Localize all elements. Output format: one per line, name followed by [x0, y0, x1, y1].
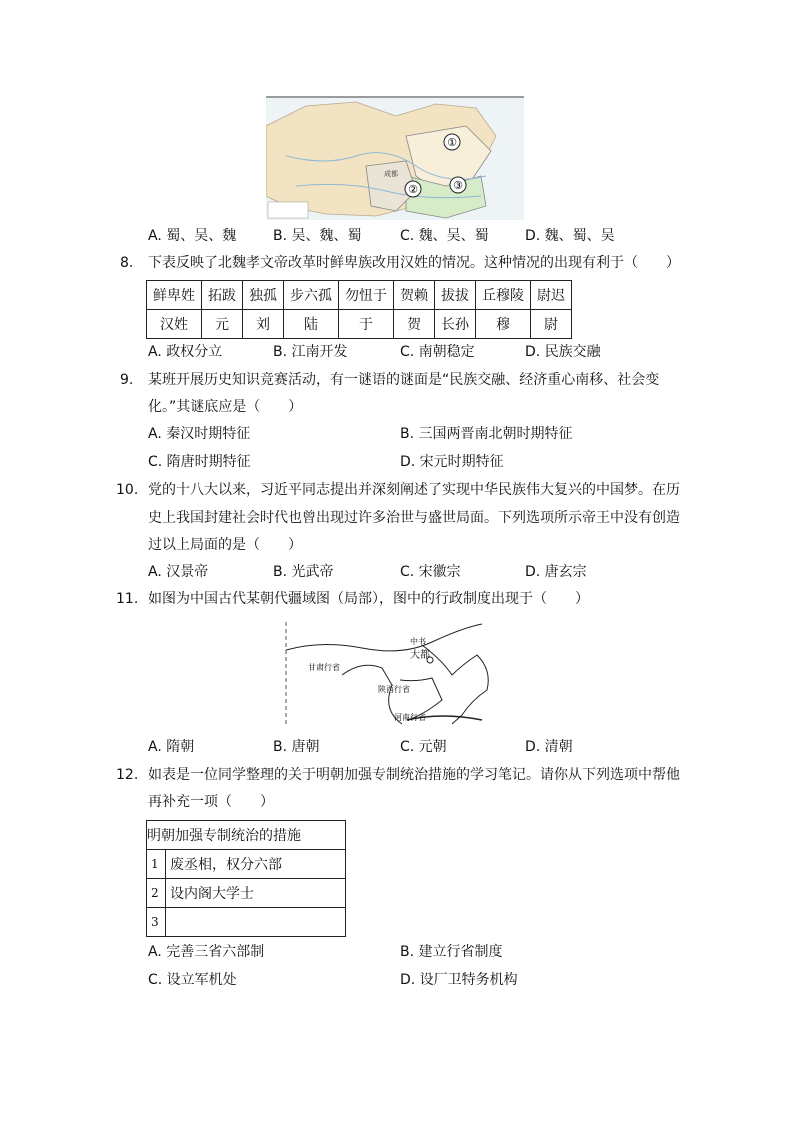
map-city-chengdu: 成都: [384, 170, 398, 178]
q9-option-c[interactable]: C. 隋唐时期特征: [148, 454, 251, 470]
q12-stem-line1: 如表是一位同学整理的关于明朝加强专制统治措施的学习笔记。请你从下列选项中帮他: [148, 767, 680, 783]
table-cell: 贺: [394, 310, 435, 339]
row-number: 3: [147, 908, 166, 937]
map-marker-3: ③: [453, 179, 463, 192]
row-text: 设内阁大学士: [166, 879, 346, 908]
q9-number: 9.: [120, 372, 134, 388]
table-cell: 刘: [243, 310, 284, 339]
q7-option-a[interactable]: A. 蜀、吴、魏: [148, 228, 237, 244]
table-cell: 尉迟: [531, 281, 572, 310]
table-cell: 贺赖: [394, 281, 435, 310]
q8-option-d[interactable]: D. 民族交融: [525, 344, 601, 360]
table-cell: 勿忸于: [339, 281, 394, 310]
q11-number: 11.: [116, 591, 139, 607]
row-text: [166, 908, 346, 937]
table-cell: 尉: [531, 310, 572, 339]
table-cell: 陆: [284, 310, 339, 339]
q7-option-b[interactable]: B. 吴、魏、蜀: [273, 228, 362, 244]
table-title: 明朝加强专制统治的措施: [147, 821, 346, 850]
table-cell: 独孤: [243, 281, 284, 310]
q12-stem-line2: 再补充一项（ ）: [148, 794, 274, 810]
surname-table: [146, 280, 572, 339]
table-cell: 长孙: [435, 310, 476, 339]
q8-number: 8.: [120, 255, 134, 271]
table-cell: 丘穆陵: [476, 281, 531, 310]
table-cell: 元: [202, 310, 243, 339]
table-cell: 拓跋: [202, 281, 243, 310]
q11-option-c[interactable]: C. 元朝: [400, 739, 447, 755]
q7-option-d[interactable]: D. 魏、蜀、吴: [525, 228, 615, 244]
table-cell: 于: [339, 310, 394, 339]
three-kingdoms-map: [266, 96, 524, 220]
q12-option-b[interactable]: B. 建立行省制度: [400, 944, 503, 960]
q10-stem-line3: 过以上局面的是（ ）: [148, 537, 302, 553]
table-cell: 鲜卑姓: [147, 281, 202, 310]
q10-number: 10.: [116, 482, 139, 498]
q9-stem-line2: 化。”其谜底应是（ ）: [148, 399, 303, 415]
yuan-dynasty-map: [282, 620, 512, 728]
map-marker-1: ①: [447, 136, 457, 149]
table-row: [147, 821, 346, 850]
row-text: 废丞相，权分六部: [166, 850, 346, 879]
table-row: [147, 908, 346, 937]
table-cell: 汉姓: [147, 310, 202, 339]
q9-option-a[interactable]: A. 秦汉时期特征: [148, 426, 251, 442]
q11-stem: 如图为中国古代某朝代疆域图（局部），图中的行政制度出现于（ ）: [148, 591, 589, 607]
map-label-shaanxi: 陕西行省: [378, 685, 410, 694]
q10-option-a[interactable]: A. 汉景帝: [148, 564, 209, 580]
row-number: 2: [147, 879, 166, 908]
q12-option-c[interactable]: C. 设立军机处: [148, 972, 237, 988]
q11-option-a[interactable]: A. 隋朝: [148, 739, 195, 755]
table-row: [147, 281, 572, 310]
q10-option-d[interactable]: D. 唐玄宗: [525, 564, 587, 580]
q9-option-d[interactable]: D. 宋元时期特征: [400, 454, 504, 470]
table-cell: 步六孤: [284, 281, 339, 310]
table-row: [147, 879, 346, 908]
q12-number: 12.: [116, 767, 139, 783]
map-label-henan: 河南行省: [394, 713, 426, 722]
q9-stem-line1: 某班开展历史知识竞赛活动，有一谜语的谜面是“民族交融、经济重心南移、社会变: [148, 372, 660, 388]
ming-measures-table: [146, 820, 346, 937]
q10-stem-line1: 党的十八大以来，习近平同志提出并深刻阐述了实现中华民族伟大复兴的中国梦。在历: [148, 482, 680, 498]
q8-option-c[interactable]: C. 南朝稳定: [400, 344, 475, 360]
q8-option-a[interactable]: A. 政权分立: [148, 344, 223, 360]
q10-option-c[interactable]: C. 宋徽宗: [400, 564, 461, 580]
row-number: 1: [147, 850, 166, 879]
table-row: [147, 850, 346, 879]
table-cell: 拔拔: [435, 281, 476, 310]
q12-option-a[interactable]: A. 完善三省六部制: [148, 944, 265, 960]
q12-option-d[interactable]: D. 设厂卫特务机构: [400, 972, 518, 988]
table-row: [147, 310, 572, 339]
map-label-dadu: 大都: [410, 650, 430, 661]
map-marker-2: ②: [408, 183, 418, 196]
map-label-zhongshu: 中书: [410, 637, 426, 646]
q10-stem-line2: 史上我国封建社会时代也曾出现过许多治世与盛世局面。下列选项所示帝王中没有创造: [148, 510, 680, 526]
table-cell: 穆: [476, 310, 531, 339]
q9-option-b[interactable]: B. 三国两晋南北朝时期特征: [400, 426, 573, 442]
q8-stem: 下表反映了北魏孝文帝改革时鲜卑族改用汉姓的情况。这种情况的出现有利于（ ）: [148, 255, 680, 271]
q11-option-b[interactable]: B. 唐朝: [273, 739, 320, 755]
map-label-gansu: 甘肃行省: [308, 663, 340, 672]
q10-option-b[interactable]: B. 光武帝: [273, 564, 334, 580]
q7-option-c[interactable]: C. 魏、吴、蜀: [400, 228, 489, 244]
q11-option-d[interactable]: D. 清朝: [525, 739, 573, 755]
q8-option-b[interactable]: B. 江南开发: [273, 344, 348, 360]
